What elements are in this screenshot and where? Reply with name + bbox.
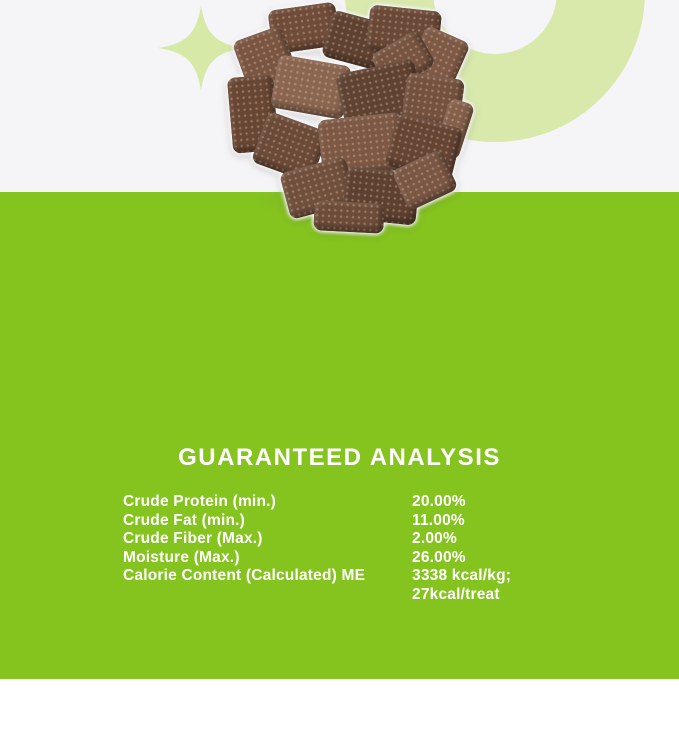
analysis-row [123, 512, 593, 531]
guaranteed-analysis-table [123, 493, 593, 603]
analysis-value: 3338 kcal/kg; 27kcal/treat [412, 567, 512, 603]
analysis-label: Calorie Content (Calculated) ME [123, 567, 366, 585]
ingredients-text [79, 718, 600, 756]
treat-chunk [313, 200, 384, 234]
analysis-value: 20.00% [412, 493, 466, 510]
product-photo-treats [228, 4, 468, 234]
guaranteed-analysis-title: GUARANTEED ANALYSIS [178, 444, 501, 471]
analysis-row [123, 567, 593, 603]
analysis-label: Crude Protein (min.) [123, 493, 276, 510]
info-panel [0, 192, 679, 754]
analysis-value: 11.00% [412, 511, 465, 529]
analysis-row [123, 493, 593, 512]
ingredients-line: natural smoke flavor, rosemary extract. [210, 738, 469, 754]
ingredients-title: INGREDIENTS [251, 676, 427, 703]
analysis-row [123, 530, 593, 549]
analysis-label: Moisture (Max.) [123, 548, 240, 566]
analysis-label: Crude Fat (min.) [123, 511, 246, 529]
ingredients-line: Beef, Lamb, Chicken, Pea flour, vegetable glycerine, cane molasses, salt, [96, 719, 583, 735]
analysis-row [123, 549, 593, 568]
analysis-value: 26.00% [412, 548, 466, 566]
analysis-value: 2.00% [412, 530, 457, 548]
analysis-label: Crude Fiber (Max.) [123, 530, 263, 548]
